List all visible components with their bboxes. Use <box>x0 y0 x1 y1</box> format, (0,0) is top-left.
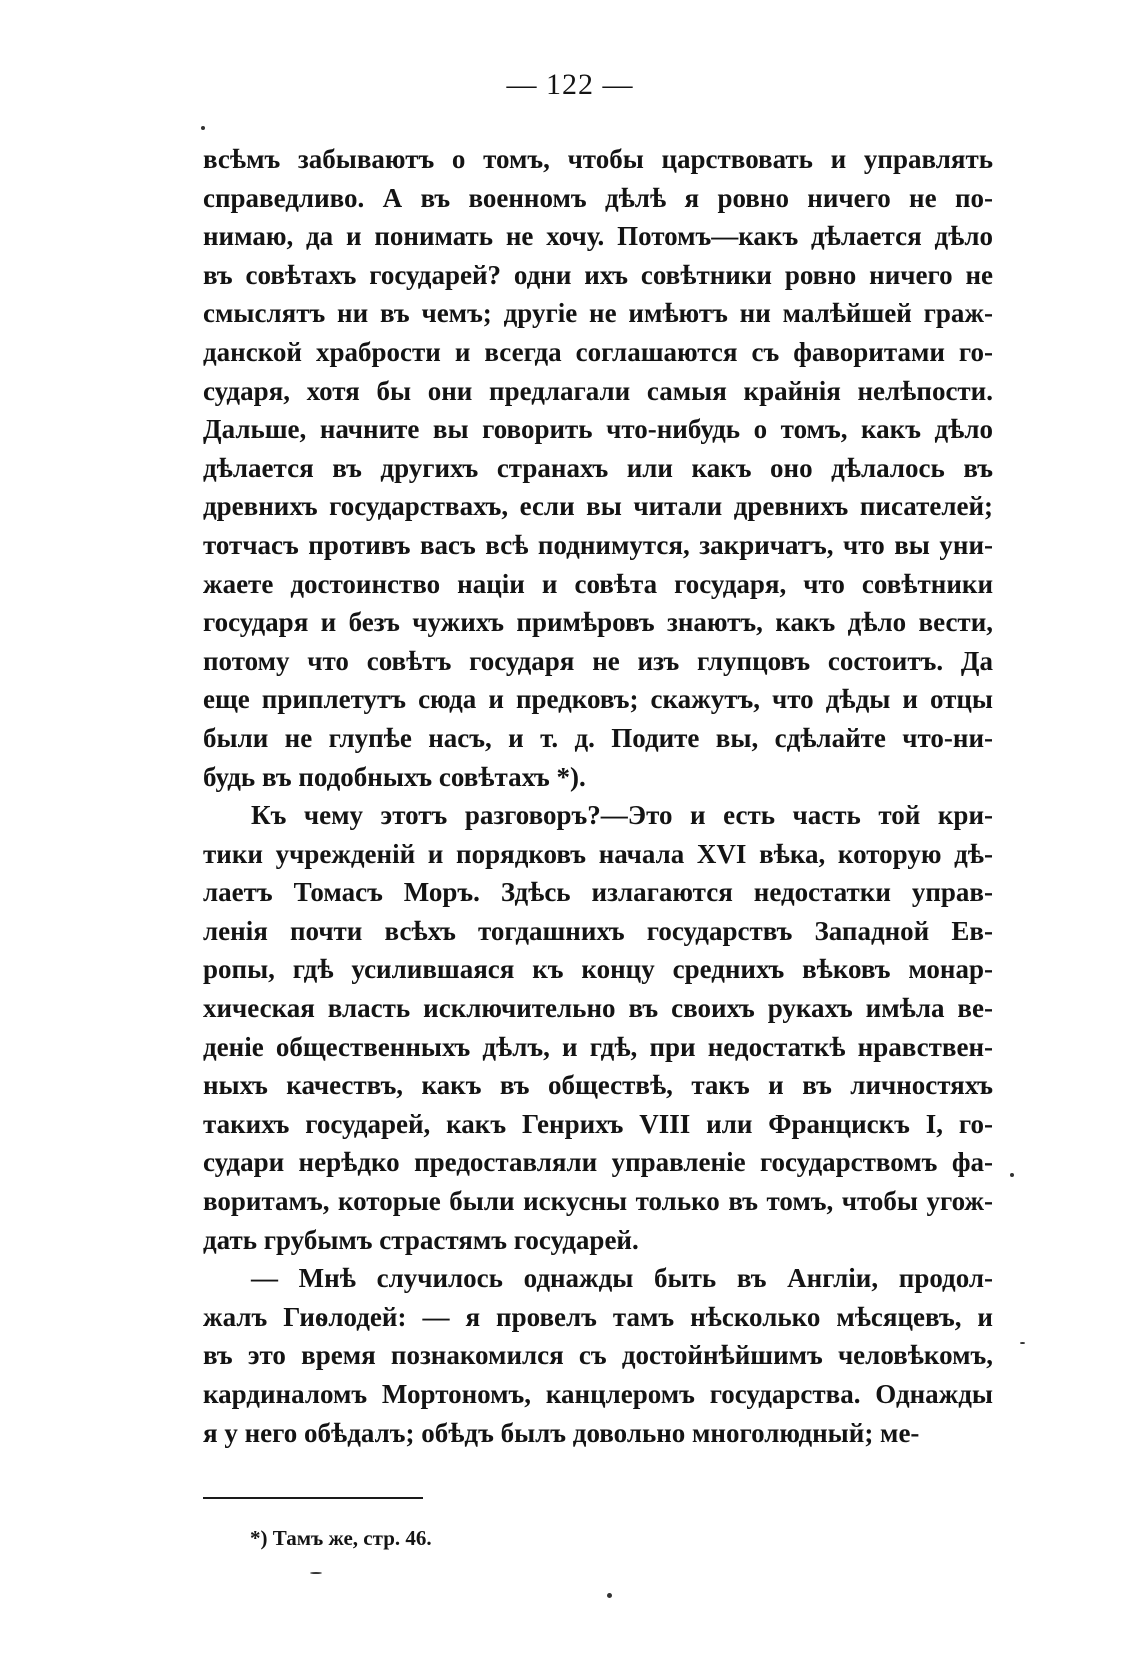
paragraph <box>203 1259 993 1452</box>
text-line: данской храбрости и всегда соглашаются съ фаворитами го- <box>203 336 993 367</box>
text-line: государя и безъ чужихъ примѣровъ знаютъ, какъ дѣло вести, <box>203 607 993 638</box>
text-line: жалъ Гиѳлодей: — я провелъ тамъ нѣсколько мѣсяцевъ, и <box>203 1301 993 1332</box>
text-line: были не глупѣе насъ, и т. д. Подите вы, сдѣлайте что-ни- <box>203 722 993 753</box>
paragraph <box>203 140 993 796</box>
text-line: жаете достоинство націи и совѣта государя, что совѣтники <box>203 568 993 599</box>
text-line: кардиналомъ Мортономъ, канцлеромъ государства. Однажды <box>203 1379 993 1409</box>
text-line: я у него обѣдалъ; обѣдъ былъ довольно многолюдный; ме- <box>203 1417 920 1448</box>
text-line: въ это время познакомился съ достойнѣйшимъ человѣкомъ, <box>203 1340 993 1371</box>
text-line: ленія почти всѣхъ тогдашнихъ государствъ Западной Ев- <box>203 915 993 946</box>
paragraph <box>203 796 993 1259</box>
print-speck <box>1010 1173 1014 1177</box>
text-line: тотчасъ противъ васъ всѣ поднимутся, закричатъ, что вы уни- <box>203 529 993 560</box>
text-line: такихъ государей, какъ Генрихъ VIII или Францискъ I, го- <box>203 1108 993 1139</box>
text-line: ропы, гдѣ усилившаяся къ концу среднихъ вѣковъ монар- <box>203 954 993 985</box>
text-line: всѣмъ забываютъ о томъ, чтобы царствовать и управлять <box>203 144 993 174</box>
print-speck <box>310 1572 322 1574</box>
text-line: судари нерѣдко предоставляли управленіе государствомъ фа- <box>203 1147 993 1178</box>
text-line: — Мнѣ случилось однажды быть въ Англіи, продол- <box>251 1263 993 1294</box>
text-line: дѣлается въ другихъ странахъ или какъ оно дѣлалось въ <box>203 452 993 483</box>
footnote-divider <box>203 1497 423 1499</box>
text-line: ныхъ качествъ, какъ въ обществѣ, такъ и въ личностяхъ <box>203 1070 993 1101</box>
text-line: деніе общественныхъ дѣлъ, и гдѣ, при недостаткѣ нравствен- <box>203 1031 993 1062</box>
text-line: Дальше, начните вы говорить что-нибудь о томъ, какъ дѣло <box>203 414 993 445</box>
text-line: еще приплетутъ сюда и предковъ; скажутъ, что дѣды и отцы <box>203 684 993 715</box>
text-line: смыслятъ ни въ чемъ; другіе не имѣютъ ни малѣйшей граж- <box>203 298 993 329</box>
page-number: — 122 — <box>506 68 634 101</box>
print-speck <box>201 126 205 130</box>
text-line: древнихъ государствахъ, если вы читали древнихъ писателей; <box>203 491 993 522</box>
text-line: лаетъ Томасъ Моръ. Здѣсь излагаются недостатки управ- <box>203 877 993 908</box>
text-line: потому что совѣтъ государя не изъ глупцовъ состоитъ. Да <box>203 645 993 676</box>
text-line: тики учрежденій и порядковъ начала XVI вѣка, которую дѣ- <box>203 838 993 869</box>
text-line: сударя, хотя бы они предлагали самыя крайнія нелѣпости. <box>203 375 993 406</box>
text-line: Къ чему этотъ разговоръ?—Это и есть часть той кри- <box>251 800 993 831</box>
text-line: нимаю, да и понимать не хочу. Потомъ—какъ дѣлается дѣло <box>203 221 993 252</box>
print-speck <box>607 1593 612 1598</box>
body-text <box>203 140 993 1452</box>
text-line: воритамъ, которые были искусны только въ томъ, чтобы угож- <box>203 1186 993 1217</box>
text-line: дать грубымъ страстямъ государей. <box>203 1224 639 1255</box>
text-line: будь въ подобныхъ совѣтахъ *). <box>203 761 586 792</box>
text-line: справедливо. А въ военномъ дѣлѣ я ровно ничего не по- <box>203 182 993 213</box>
footnote: *) Тамъ же, стр. 46. <box>250 1526 432 1550</box>
text-line: въ совѣтахъ государей? одни ихъ совѣтники ровно ничего не <box>203 259 993 290</box>
print-speck <box>1020 1342 1025 1344</box>
text-line: хическая власть исключительно въ своихъ рукахъ имѣла ве- <box>203 993 993 1024</box>
